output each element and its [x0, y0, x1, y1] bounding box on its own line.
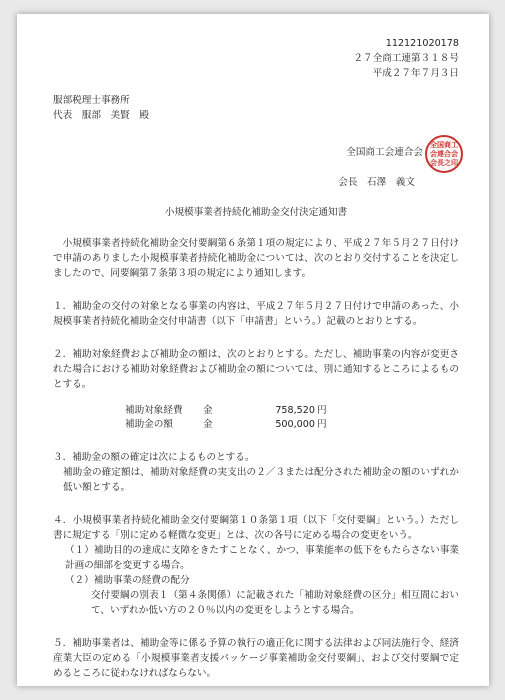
amount-unit: 円	[317, 419, 327, 430]
item-3	[53, 450, 459, 495]
item-4-sub-2: （２）補助事業の経費の配分	[65, 575, 190, 586]
item-2-text: ２．補助対象経費および補助金の額は、次のとおりとする。ただし、補助事業の内容が変更された場合における補助対象経費および補助金の額については、別に通知するところによるものとする。	[53, 349, 459, 390]
amount-label: 補助金の額	[125, 419, 173, 430]
item-4-sub-1: （１）補助目的の達成に支障をきたすことなく、かつ、事業能率の低下をもたらさない事業計画の細部を変更する場合。	[65, 545, 459, 571]
addressee-office: 服部税理士事務所	[53, 95, 130, 106]
item-1	[53, 299, 459, 329]
official-seal-icon: 全国商工会連合会会長之印	[425, 135, 463, 173]
item-3-head: ３．補助金の額の確定は次によるものとする。	[53, 452, 255, 463]
intro-paragraph: 小規模事業者持続化補助金交付要綱第６条第１項の規定により、平成２７年５月２７日付けで申請のありました小規模事業者持続化補助金については、次のとおり交付することを決定しましたので、同要綱第７条第３項の規定により通知します。	[53, 238, 459, 279]
notice-document	[17, 14, 489, 686]
document-title: 小規模事業者持続化補助金交付決定通知書	[164, 207, 348, 218]
sender-president: 会長 石澤 義文	[338, 177, 415, 188]
amounts-table	[125, 404, 459, 432]
amount-row-expenses	[125, 404, 459, 418]
addressee-representative: 代表 服部 美賢 殿	[53, 110, 149, 121]
sender-block	[53, 141, 459, 189]
amount-value: 500,000	[275, 419, 315, 430]
amount-currency: 金	[203, 419, 213, 430]
amount-row-subsidy	[125, 418, 459, 432]
addressee	[53, 93, 459, 123]
item-4	[53, 513, 459, 618]
amount-unit: 円	[317, 405, 327, 416]
amount-label: 補助対象経費	[125, 405, 183, 416]
item-4-head: ４．小規模事業者持続化補助金交付要綱第１０条第１項（以下「交付要綱」という。）ただし書に規定する「別に定める軽微な変更」とは、次の各号に定める場合の変更をいう。	[53, 515, 459, 541]
amount-currency: 金	[203, 405, 213, 416]
item-5	[53, 636, 459, 681]
issue-number: ２７全商工連第３１８号	[353, 53, 459, 64]
document-header	[53, 36, 459, 81]
item-4-sub-2-text: 交付要綱の別表１（第４条関係）に記載された「補助対象経費の区分」相互間において、いずれか低い方の２０％以内の変更をしようとする場合。	[91, 590, 459, 616]
amount-value: 758,520	[275, 405, 315, 416]
item-1-text: １．補助金の交付の対象となる事業の内容は、平成２７年５月２７日付けで申請のあった、小規模事業者持続化補助金交付申請書（以下「申請書」という。）記載のとおりとする。	[53, 301, 459, 327]
item-2	[53, 347, 459, 432]
sender-organization: 全国商工会連合会	[346, 147, 423, 158]
issue-date: 平成２７年７月３日	[372, 68, 459, 79]
item-3-body: 補助金の確定額は、補助対象経費の実支出の２／３または配分された補助金の額のいずれか低い額とする。	[63, 467, 459, 493]
document-number: 112121020178	[385, 38, 459, 49]
item-5-text: ５．補助事業者は、補助金等に係る予算の執行の適正化に関する法律および同法施行令、経済産業大臣の定める「小規模事業者支援パッケージ事業補助金交付要綱」、および交付要綱で定めるところに従わなければならない。	[53, 638, 459, 679]
